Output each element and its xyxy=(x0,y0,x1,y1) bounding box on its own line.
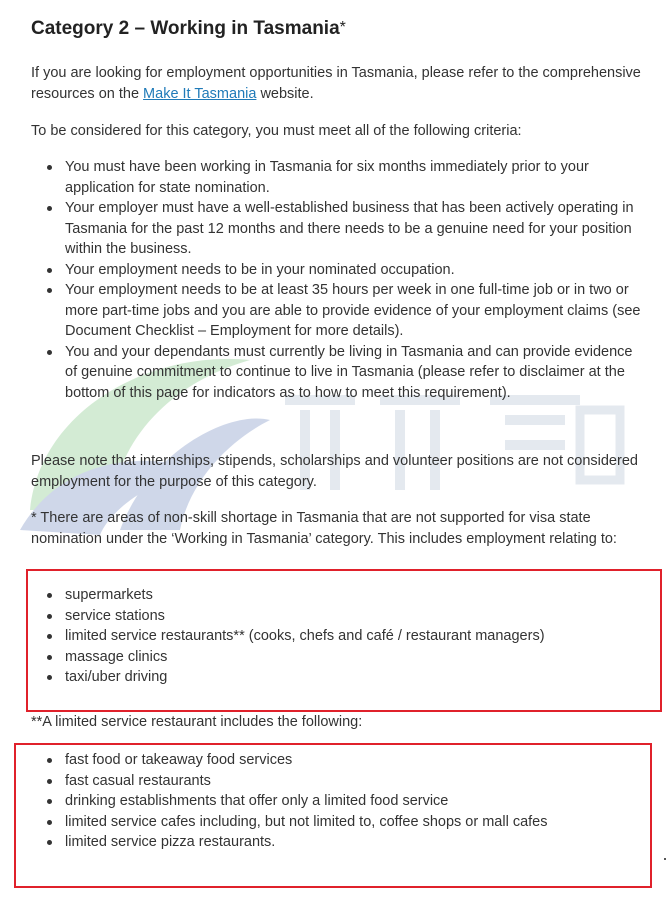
non-skill-intro: * There are areas of non-skill shortage in Tasmania that are not supported for visa state nomination under the ‘Working in Tasmania’ category. This includes employment relating to: xyxy=(31,510,617,547)
list-item: Your employer must have a well-established business that has been actively operating in Tasmania for the past 12 months and there needs to be a genuine need for your position within the business. xyxy=(45,198,645,260)
page-title: Category 2 – Working in Tasmania* xyxy=(31,18,346,39)
list-item: You and your dependants must currently be living in Tasmania and can provide evidence of genuine commitment to continue to live in Tasmania (please refer to disclaimer at the bottom of this page for indicators as to how to meet this requirement). xyxy=(45,342,645,404)
list-item: Your employment needs to be at least 35 hours per week in one full-time job or in two or more part-time jobs and you are able to provide evidence of your employment claims (see Document Checklist – Employment for more details). xyxy=(45,280,645,342)
list-item: service stations xyxy=(45,606,645,627)
list-item: drinking establishments that offer only a limited food service xyxy=(45,791,645,812)
highlight-box-non-skill xyxy=(26,569,662,712)
list-item: supermarkets xyxy=(45,585,645,606)
list-item: limited service restaurants** (cooks, chefs and café / restaurant managers) xyxy=(45,626,645,647)
list-item: taxi/uber driving xyxy=(45,667,645,688)
criteria-list xyxy=(45,157,645,403)
list-item: limited service pizza restaurants. xyxy=(45,832,645,853)
list-item: fast casual restaurants xyxy=(45,771,645,792)
list-item: massage clinics xyxy=(45,647,645,668)
stray-dot xyxy=(664,858,666,860)
list-item: You must have been working in Tasmania for six months immediately prior to your application for state nomination. xyxy=(45,157,645,198)
list-item: Your employment needs to be in your nominated occupation. xyxy=(45,260,645,281)
restaurant-intro: **A limited service restaurant includes the following: xyxy=(31,714,363,730)
employment-note: Please note that internships, stipends, scholarships and volunteer positions are not considered employment for the purpose of this category. xyxy=(31,453,638,490)
criteria-intro: To be considered for this category, you must meet all of the following criteria: xyxy=(31,123,522,139)
make-it-tasmania-link[interactable]: Make It Tasmania xyxy=(143,86,257,102)
intro-paragraph: If you are looking for employment opportunities in Tasmania, please refer to the comprehensive resources on the Make It Tasmania website. xyxy=(31,65,641,102)
highlight-box-restaurants xyxy=(14,743,652,888)
list-item: limited service cafes including, but not limited to, coffee shops or mall cafes xyxy=(45,812,645,833)
list-item: fast food or takeaway food services xyxy=(45,750,645,771)
